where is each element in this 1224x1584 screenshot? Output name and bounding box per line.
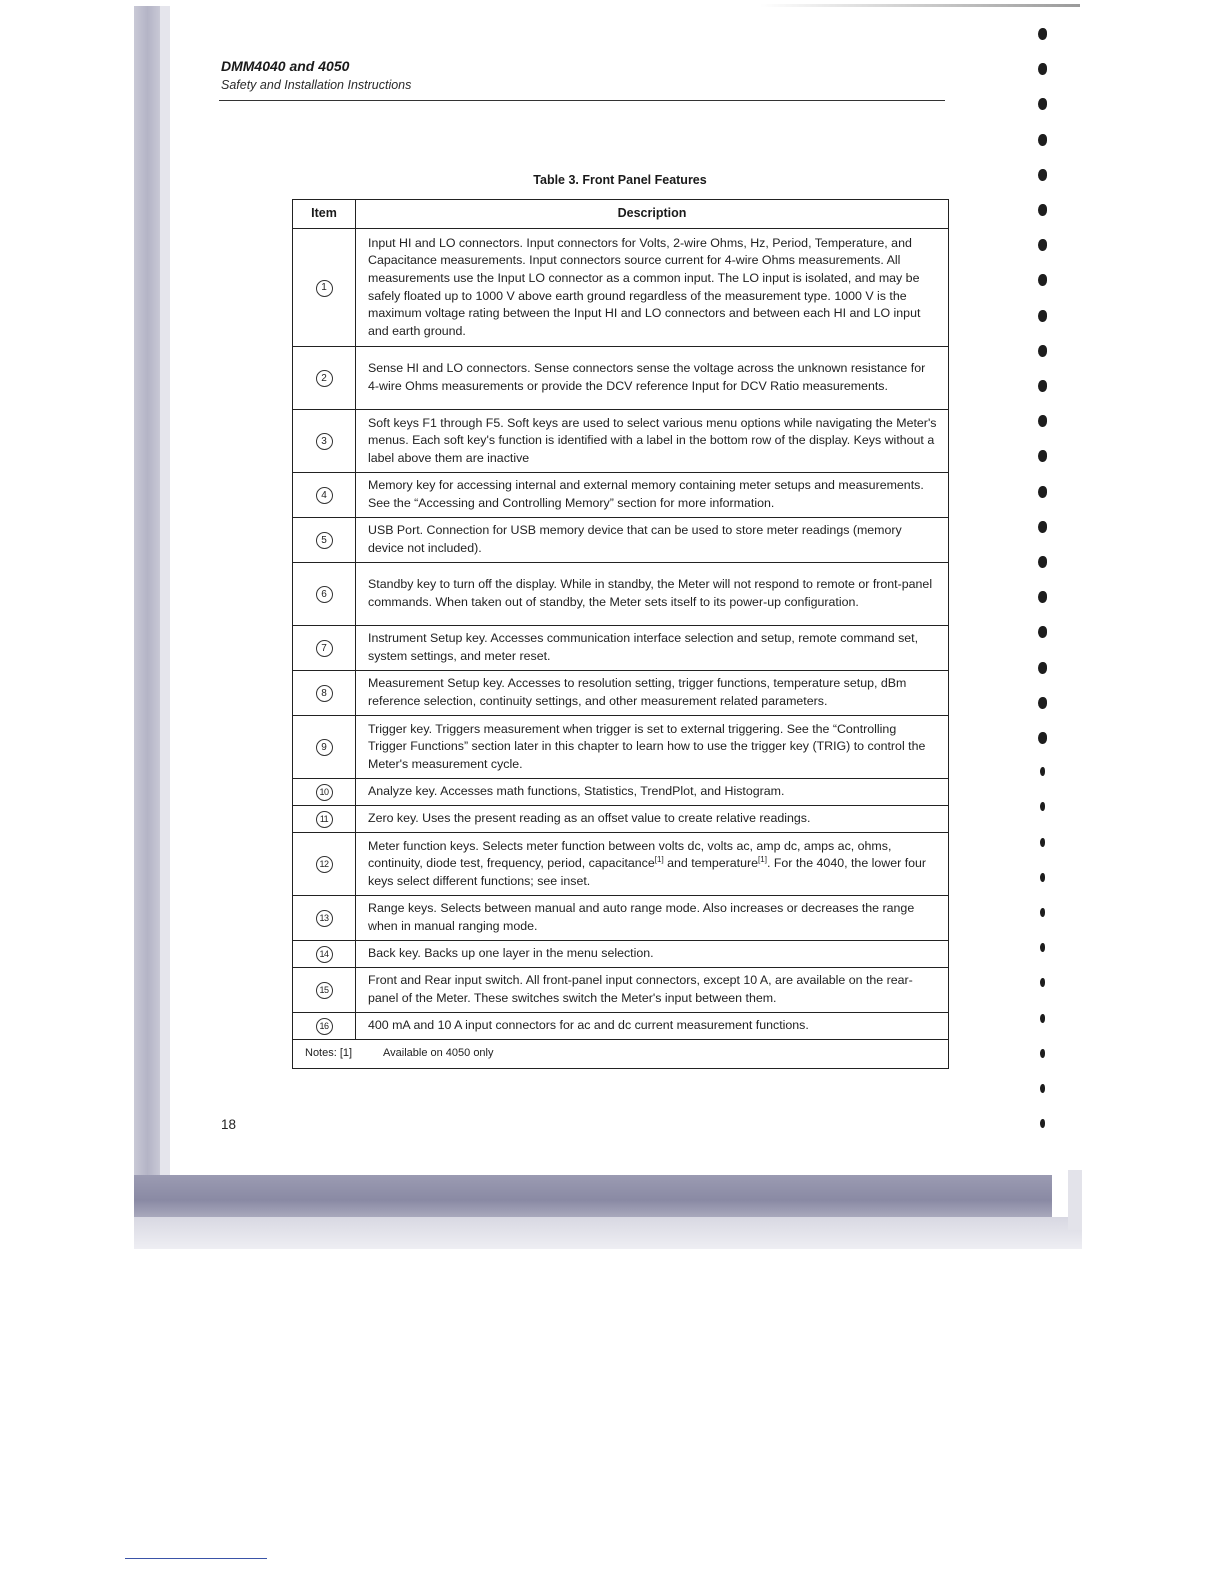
table-row	[293, 968, 949, 1013]
notes-cell	[293, 1040, 949, 1069]
circled-number-callout: 2	[316, 370, 333, 387]
front-panel-features-table	[292, 199, 949, 1069]
scan-bottom-line	[125, 1558, 267, 1559]
item-cell	[293, 671, 356, 716]
item-cell	[293, 473, 356, 518]
binding-hole	[1038, 169, 1047, 181]
binding-hole	[1040, 978, 1045, 987]
description-cell	[356, 779, 949, 806]
circled-number-callout: 4	[316, 487, 333, 504]
table-row	[293, 563, 949, 626]
footnote-marker: [1]	[758, 855, 767, 865]
description-text: USB Port. Connection for USB memory device that can be used to store meter readings (memory device not included).	[368, 523, 902, 555]
circled-number-callout: 3	[316, 433, 333, 450]
description-cell	[356, 410, 949, 473]
description-text: and temperature	[663, 856, 759, 871]
description-text: Sense HI and LO connectors. Sense connectors sense the voltage across the unknown resistance for 4-wire Ohms measurements or provide the DCV reference Input for DCV Ratio measurements.	[368, 361, 926, 393]
scan-left-edge-highlight	[160, 6, 170, 1206]
table-row	[293, 941, 949, 968]
binding-holes	[1034, 28, 1054, 1148]
notes-label: Notes: [1]	[305, 1047, 353, 1059]
binding-hole	[1040, 838, 1045, 847]
column-header-item: Item	[293, 200, 356, 229]
description-cell	[356, 671, 949, 716]
table-body	[293, 229, 949, 1040]
column-header-description: Description	[356, 200, 949, 229]
binding-hole	[1040, 802, 1045, 811]
item-cell	[293, 229, 356, 347]
binding-hole	[1040, 908, 1045, 917]
binding-hole	[1040, 1049, 1045, 1058]
circled-number-callout: 1	[316, 280, 333, 297]
binding-hole	[1038, 63, 1047, 75]
binding-hole	[1040, 767, 1045, 776]
description-text: Front and Rear input switch. All front-panel input connectors, except 10 A, are available on the rear-panel of the Meter. These switches switch the Meter's input between them.	[368, 973, 913, 1005]
circled-number-callout: 12	[316, 856, 333, 873]
binding-hole	[1038, 274, 1047, 286]
table-row	[293, 626, 949, 671]
table-row	[293, 779, 949, 806]
circled-number-callout: 11	[316, 811, 333, 828]
binding-hole	[1038, 450, 1047, 462]
description-cell	[356, 896, 949, 941]
binding-hole	[1038, 310, 1047, 322]
table-row	[293, 347, 949, 410]
description-cell	[356, 518, 949, 563]
description-text: 400 mA and 10 A input connectors for ac and dc current measurement functions.	[368, 1018, 809, 1033]
table-row	[293, 896, 949, 941]
binding-hole	[1040, 943, 1045, 952]
item-cell	[293, 563, 356, 626]
description-text: Back key. Backs up one layer in the menu selection.	[368, 946, 654, 961]
binding-hole	[1040, 873, 1045, 882]
description-text: Zero key. Uses the present reading as an offset value to create relative readings.	[368, 811, 811, 826]
binding-hole	[1038, 380, 1047, 392]
binding-hole	[1038, 521, 1047, 533]
item-cell	[293, 833, 356, 896]
table-row	[293, 410, 949, 473]
document-subtitle: Safety and Installation Instructions	[221, 78, 412, 92]
item-cell	[293, 896, 356, 941]
description-text: Measurement Setup key. Accesses to resolution setting, trigger functions, temperature setup, dBm reference selection, continuity settings, and other measurement related parameters.	[368, 676, 907, 708]
description-text: . For the 4040, the lower four keys select different functions; see inset.	[368, 856, 927, 888]
circled-number-callout: 7	[316, 640, 333, 657]
footnote-marker: [1]	[654, 855, 664, 865]
circled-number-callout: 13	[316, 910, 333, 927]
item-cell	[293, 968, 356, 1013]
description-cell	[356, 716, 949, 779]
header-rule	[219, 100, 945, 101]
page-number: 18	[221, 1117, 237, 1132]
table-header-row	[293, 200, 949, 229]
binding-hole	[1038, 486, 1047, 498]
item-cell	[293, 518, 356, 563]
circled-number-callout: 10	[316, 784, 333, 801]
description-text: Analyze key. Accesses math functions, Statistics, TrendPlot, and Histogram.	[368, 784, 785, 799]
scan-bottom-edge-fade	[134, 1217, 1082, 1249]
binding-hole	[1038, 556, 1047, 568]
item-cell	[293, 941, 356, 968]
description-cell	[356, 229, 949, 347]
scan-top-edge-line	[760, 4, 1080, 7]
binding-hole	[1038, 28, 1047, 40]
item-cell	[293, 347, 356, 410]
binding-hole	[1038, 204, 1047, 216]
description-text: Range keys. Selects between manual and auto range mode. Also increases or decreases the range when in manual ranging mode.	[368, 901, 915, 933]
description-text: Trigger key. Triggers measurement when trigger is set to external triggering. See the “Controlling Trigger Functions” section later in this chapter to learn how to use the trigger key (TRIG) to control the Meter's measurement cycle.	[368, 721, 926, 771]
description-text: Input HI and LO connectors. Input connectors for Volts, 2-wire Ohms, Hz, Period, Temperature, and Capacitance measurements. Input connectors source current for 4-wire Ohms measurements. All measurements use the Input LO connector as a common input. The LO input is isolated, and may be safely floated up to 1000 V above earth ground regardless of the measurement type. 1000 V is the maximum voltage rating between the Input HI and LO connectors and between each HI and LO input and earth ground.	[368, 235, 921, 338]
scan-right-edge	[1068, 1170, 1082, 1230]
binding-hole	[1038, 697, 1047, 709]
circled-number-callout: 9	[316, 739, 333, 756]
table-row	[293, 806, 949, 833]
circled-number-callout: 16	[316, 1018, 333, 1035]
description-text: Instrument Setup key. Accesses communication interface selection and setup, remote command set, system settings, and meter reset.	[368, 631, 919, 663]
description-cell	[356, 626, 949, 671]
description-cell	[356, 833, 949, 896]
circled-number-callout: 15	[316, 982, 333, 999]
binding-hole	[1038, 662, 1047, 674]
binding-hole	[1038, 732, 1047, 744]
item-cell	[293, 779, 356, 806]
table-row	[293, 671, 949, 716]
description-cell	[356, 563, 949, 626]
circled-number-callout: 8	[316, 685, 333, 702]
description-cell	[356, 941, 949, 968]
table-row	[293, 1013, 949, 1040]
description-text: Soft keys F1 through F5. Soft keys are used to select various menu options while navigating the Meter's menus. Each soft key's function is identified with a label in the bottom row of the display. Keys without a label above them are inactive	[368, 415, 937, 465]
description-cell	[356, 968, 949, 1013]
binding-hole	[1038, 134, 1047, 146]
binding-hole	[1038, 626, 1047, 638]
table-row	[293, 518, 949, 563]
item-cell	[293, 716, 356, 779]
circled-number-callout: 5	[316, 532, 333, 549]
description-text: Standby key to turn off the display. While in standby, the Meter will not respond to remote or front-panel commands. When taken out of standby, the Meter sets itself to its power-up configuration.	[368, 577, 933, 609]
binding-hole	[1040, 1084, 1045, 1093]
description-cell	[356, 806, 949, 833]
circled-number-callout: 14	[316, 946, 333, 963]
binding-hole	[1040, 1119, 1045, 1128]
description-text: Meter function keys. Selects meter function between volts dc, volts ac, amp dc, amps ac, ohms, continuity, diode test, frequency, period, capacitance	[368, 838, 892, 871]
binding-hole	[1038, 591, 1047, 603]
circled-number-callout: 6	[316, 586, 333, 603]
binding-hole	[1038, 98, 1047, 110]
binding-hole	[1038, 415, 1047, 427]
item-cell	[293, 410, 356, 473]
document-title: DMM4040 and 4050	[221, 58, 350, 74]
notes-text: Available on 4050 only	[383, 1047, 494, 1059]
binding-hole	[1040, 1014, 1045, 1023]
description-cell	[356, 473, 949, 518]
table-row	[293, 473, 949, 518]
description-text: Memory key for accessing internal and external memory containing meter setups and measurements. See the “Accessing and Controlling Memory” section for more information.	[368, 478, 924, 510]
item-cell	[293, 626, 356, 671]
table-row	[293, 716, 949, 779]
binding-hole	[1038, 345, 1047, 357]
scan-bottom-edge-shadow	[134, 1175, 1052, 1217]
table-row	[293, 229, 949, 347]
description-cell	[356, 347, 949, 410]
table-row	[293, 833, 949, 896]
table-caption: Table 3. Front Panel Features	[533, 173, 707, 187]
notes-row	[293, 1040, 949, 1069]
item-cell	[293, 1013, 356, 1040]
binding-hole	[1038, 239, 1047, 251]
item-cell	[293, 806, 356, 833]
description-cell	[356, 1013, 949, 1040]
